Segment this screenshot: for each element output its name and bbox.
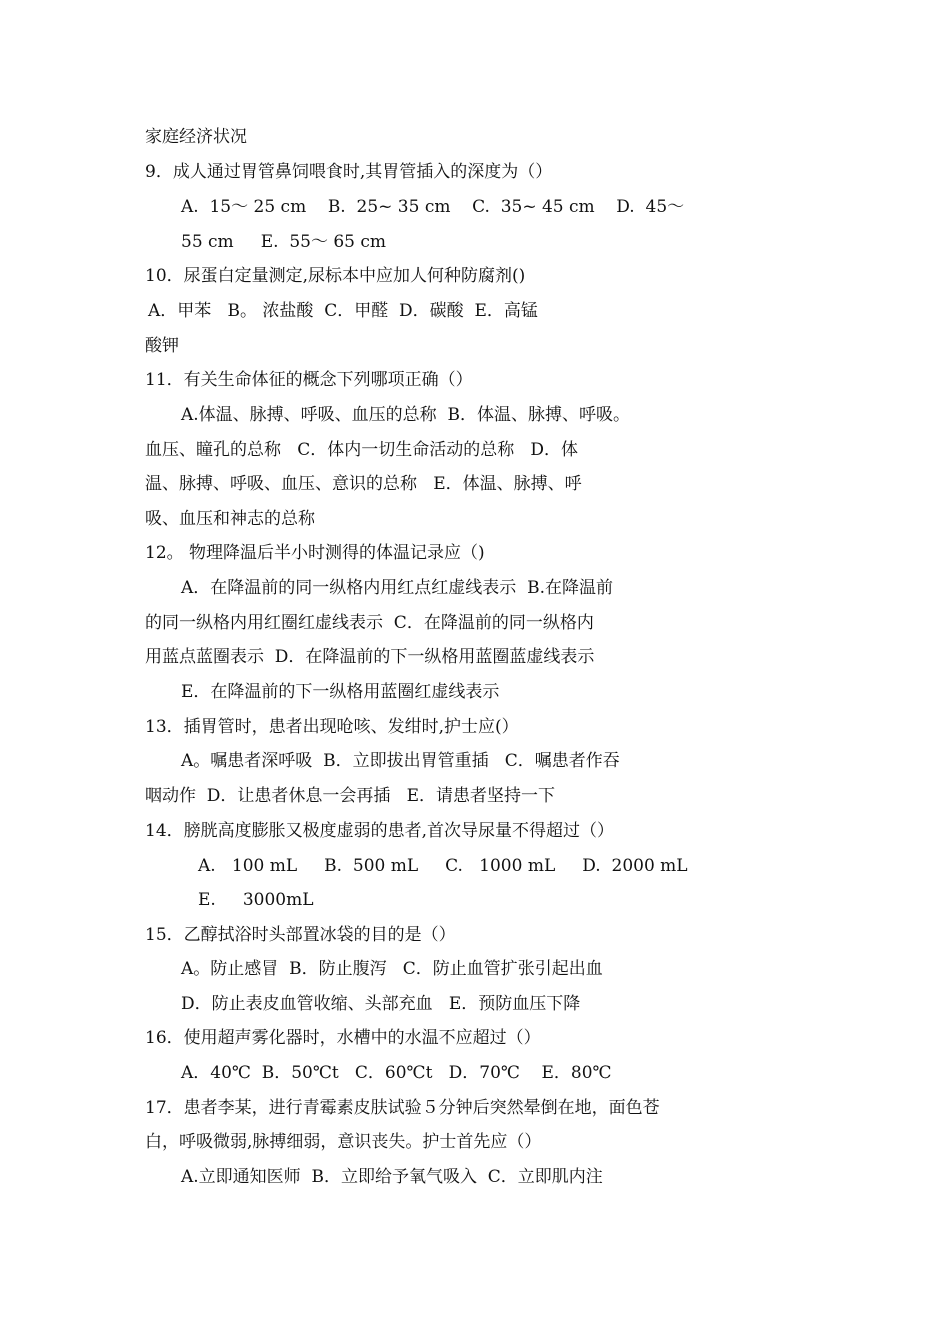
options-line: D．防止表皮血管收缩、头部充血 E．预防血压下降	[181, 994, 581, 1014]
question-17-continued: 白，呼吸微弱,脉搏细弱，意识丧失。护士首先应（）	[145, 1132, 542, 1152]
options-line: A.立即通知医师 B．立即给予氧气吸入 C．立即肌内注	[181, 1167, 603, 1187]
options-line: 吸、血压和神志的总称	[145, 509, 315, 529]
options-line: A．40℃ B．50℃t C．60℃t D．70℃ E．80℃	[181, 1063, 612, 1083]
question-13: 13．插胃管时，患者出现呛咳、发绀时,护士应(）	[145, 717, 519, 737]
question-10: 10．尿蛋白定量测定,尿标本中应加人何种防腐剂()	[145, 266, 526, 286]
text-line: 家庭经济状况	[145, 127, 247, 147]
options-line: 咽动作 D．让患者休息一会再插 E．请患者坚持一下	[145, 786, 556, 806]
question-16: 16．使用超声雾化器时，水槽中的水温不应超过（）	[145, 1028, 541, 1048]
options-line: A.体温、脉搏、呼吸、血压的总称 B．体温、脉搏、呼吸。	[181, 405, 630, 425]
options-line: 用蓝点蓝圈表示 D．在降温前的下一纵格用蓝圈蓝虚线表示	[145, 647, 595, 667]
options-line: A. 100 mL B. 500 mL C. 1000 mL D. 2000 mL	[198, 856, 688, 876]
question-14: 14．膀胱高度膨胀又极度虚弱的患者,首次导尿量不得超过（）	[145, 821, 615, 841]
options-line: 温、脉搏、呼吸、血压、意识的总称 E．体温、脉搏、呼	[145, 474, 582, 494]
options-line: A. 15～ 25 cm B. 25~ 35 cm C. 35~ 45 cm D. 45～	[181, 197, 685, 217]
options-line: A．甲苯 B。 浓盐酸 C．甲醛 D．碳酸 E．高锰	[148, 301, 538, 321]
options-line: E．在降温前的下一纵格用蓝圈红虚线表示	[181, 682, 500, 702]
question-9: 9．成人通过胃管鼻饲喂食时,其胃管插入的深度为（）	[145, 162, 553, 182]
question-11: 11．有关生命体征的概念下列哪项正确（）	[145, 370, 473, 390]
options-line: A。防止感冒 B．防止腹泻 C．防止血管扩张引起出血	[181, 959, 603, 979]
options-line: 的同一纵格内用红圈红虚线表示 C．在降温前的同一纵格内	[145, 613, 594, 633]
question-17: 17．患者李某，进行青霉素皮肤试验５分钟后突然晕倒在地，面色苍	[145, 1098, 660, 1118]
options-line: E. 3000mL	[198, 890, 314, 910]
options-line: 55 cm E. 55～ 65 cm	[181, 232, 387, 252]
options-line: 血压、瞳孔的总称 C．体内一切生命活动的总称 D．体	[145, 440, 579, 460]
options-line: A．在降温前的同一纵格内用红点红虚线表示 B.在降温前	[181, 578, 613, 598]
question-12: 12。 物理降温后半小时测得的体温记录应（)	[145, 543, 485, 563]
options-line: A。嘱患者深呼吸 B．立即拔出胃管重插 C．嘱患者作吞	[181, 751, 620, 771]
question-15: 15．乙醇拭浴时头部置冰袋的目的是（）	[145, 925, 456, 945]
options-line: 酸钾	[145, 336, 179, 356]
